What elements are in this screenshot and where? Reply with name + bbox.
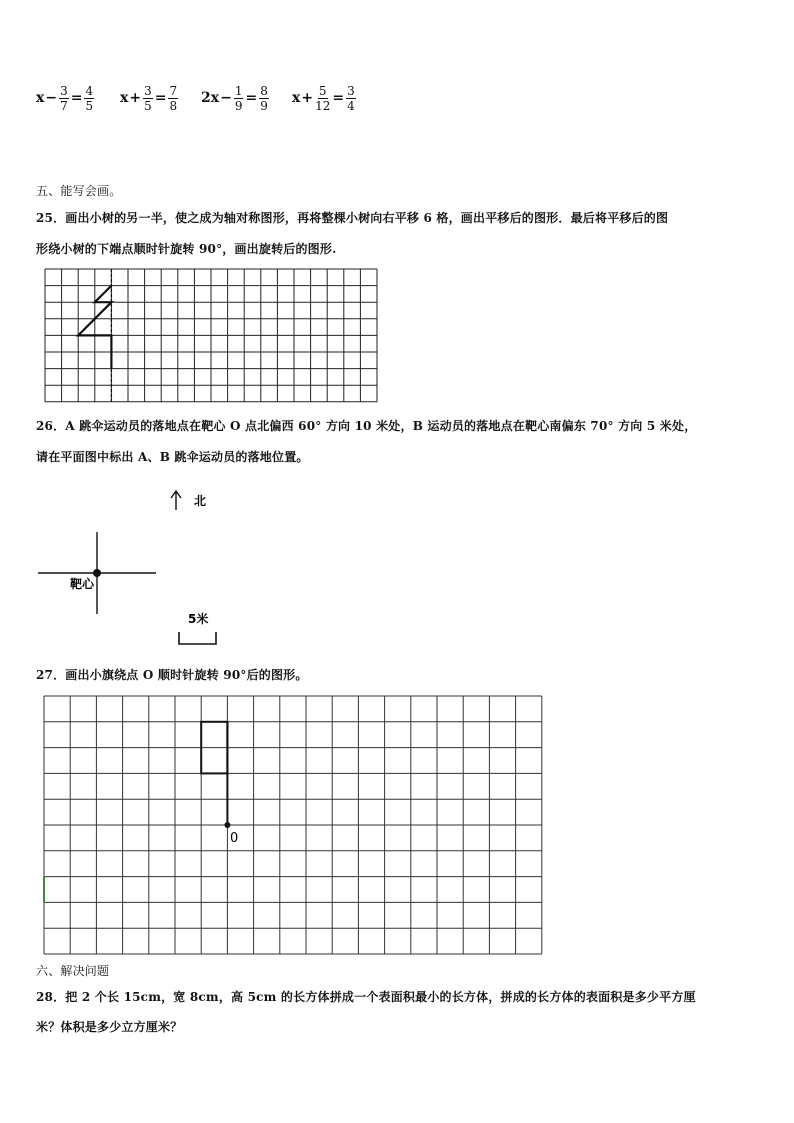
point-o [224,822,230,828]
eq-result-fraction: $\frac{8}{9}$ [260,83,268,113]
eq-lead: 2x [201,90,220,106]
scale-label: 5米 [188,612,209,626]
equation-1 [36,78,95,118]
q26-line1: 26．A 跳伞运动员的落地点在靶心 O 点北偏西 60° 方向 10 米处，B 运动员的落地点在靶心南偏东 70° 方向 5 米处， [36,419,697,433]
target-center-point [93,569,101,577]
q28-line1: 28．把 2 个长 15cm，宽 8cm，高 5cm 的长方体拼成一个表面积最小的长方体，拼成的长方体的表面积是多少平方厘 [36,990,696,1004]
target-center-label: 靶心 [70,577,95,591]
eq-operator: − [220,90,232,106]
eq-fraction: $\frac{3}{5}$ [144,83,152,113]
eq-fraction: $\frac{5}{12}$ [315,83,331,113]
q26-line2: 请在平面图中标出 A、B 跳伞运动员的落地位置。 [36,450,309,464]
q28-line2: 米？体积是多少立方厘米？ [36,1020,183,1034]
q25-line1: 25．画出小树的另一半，使之成为轴对称图形，再将整棵小树向右平移 6 格，画出平移后的图形．最后将平移后的图 [36,211,669,225]
eq-equals: = [70,90,83,106]
eq-operator: + [301,90,314,106]
q27-flag-grid [44,696,544,954]
eq-lead: x [120,90,129,106]
equation-4 [292,78,357,118]
eq-fraction: $\frac{3}{7}$ [60,83,68,113]
eq-result-fraction: $\frac{7}{8}$ [169,83,178,113]
eq-result-fraction: $\frac{4}{5}$ [85,83,94,113]
eq-lead: x [36,90,45,106]
eq-equals: = [154,90,167,106]
q25-tree-grid [45,269,381,402]
eq-operator: − [45,90,58,106]
equation-3 [201,78,270,118]
eq-operator: + [129,90,142,106]
equation-2 [120,78,179,118]
eq-equals: = [332,90,345,106]
north-arrow-icon [171,491,181,510]
q25-line2: 形绕小树的下端点顺时针旋转 90°，画出旋转后的图形. [36,242,337,256]
eq-fraction: $\frac{1}{9}$ [234,83,243,113]
q27-line1: 27．画出小旗绕点 O 顺时针旋转 90°后的图形。 [36,668,308,682]
eq-lead: x [292,90,301,106]
scale-bar [179,632,216,644]
point-o-label: 0 [230,831,239,846]
section-6-title: 六、解决问题 [36,964,110,978]
q26-target-diagram [36,484,236,649]
eq-equals: = [245,90,258,106]
north-label: 北 [194,494,207,508]
eq-result-fraction: $\frac{3}{4}$ [347,83,355,113]
section-5-title: 五、能写会画。 [36,184,122,198]
